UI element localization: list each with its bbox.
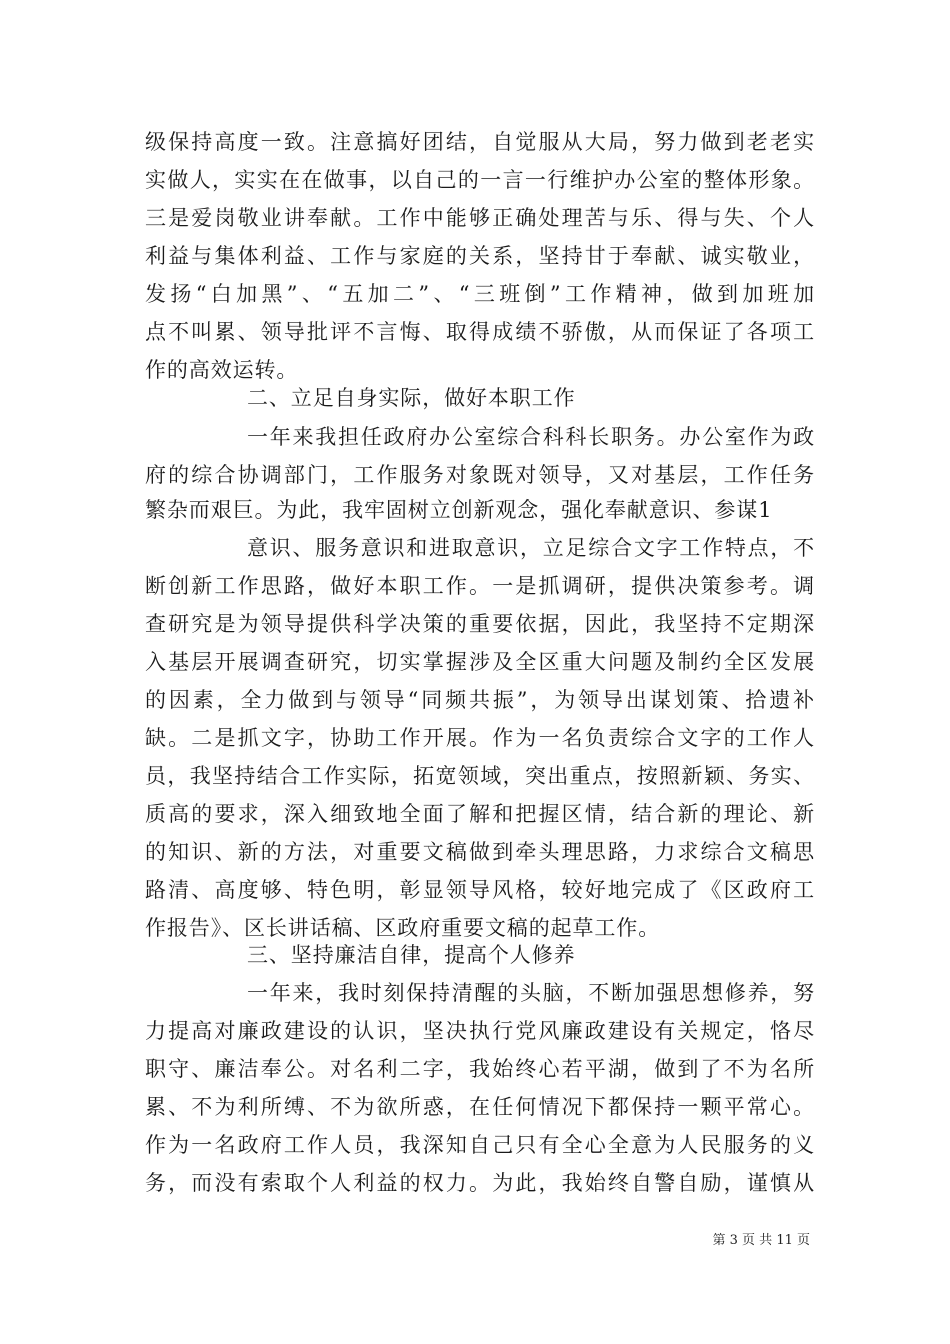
page-number-footer: 第 3 页 共 11 页 bbox=[712, 1233, 810, 1248]
text-line: 一年来，我时刻保持清醒的头脑，不断加强思想修养，努 bbox=[247, 981, 815, 1005]
text-line: 力提高对廉政建设的认识，坚决执行党风廉政建设有关规定，恪尽 bbox=[145, 1019, 815, 1043]
text-line: 意识、服务意识和进取意识，立足综合文字工作特点，不 bbox=[247, 536, 815, 560]
text-line: 点不叫累、领导批评不言悔、取得成绩不骄傲，从而保证了各项工 bbox=[145, 320, 815, 344]
text-line: 务，而没有索取个人利益的权力。为此，我始终自警自励，谨慎从 bbox=[145, 1171, 815, 1195]
text-line: 职守、廉洁奉公。对名利二字，我始终心若平湖，做到了不为名所 bbox=[145, 1057, 815, 1081]
text-line: 断创新工作思路，做好本职工作。一是抓调研，提供决策参考。调 bbox=[145, 574, 815, 598]
text-line: 员，我坚持结合工作实际，拓宽领域，突出重点，按照新颖、务实、 bbox=[145, 764, 815, 788]
text-line: 繁杂而艰巨。为此，我牢固树立创新观念，强化奉献意识、参谋1 bbox=[145, 498, 773, 522]
text-line: 府的综合协调部门，工作服务对象既对领导，又对基层，工作任务 bbox=[145, 463, 815, 487]
text-line: 查研究是为领导提供科学决策的重要依据，因此，我坚持不定期深 bbox=[145, 612, 815, 636]
text-line: 累、不为利所缚、不为欲所惑，在任何情况下都保持一颗平常心。 bbox=[145, 1095, 815, 1119]
text-line: 缺。二是抓文字，协助工作开展。作为一名负责综合文字的工作人 bbox=[145, 726, 815, 750]
text-line: 作的高效运转。 bbox=[145, 358, 299, 382]
text-line: 一年来我担任政府办公室综合科科长职务。办公室作为政 bbox=[247, 425, 815, 449]
text-line: 路清、高度够、特色明，彰显领导风格，较好地完成了《区政府工 bbox=[145, 878, 815, 902]
text-line: 入基层开展调查研究，切实掌握涉及全区重大问题及制约全区发展 bbox=[145, 650, 815, 674]
text-line: 质高的要求，深入细致地全面了解和把握区情，结合新的理论、新 bbox=[145, 802, 815, 826]
text-line: 三是爱岗敬业讲奉献。工作中能够正确处理苦与乐、得与失、个人 bbox=[145, 206, 815, 230]
text-line: 作报告》、区长讲话稿、区政府重要文稿的起草工作。 bbox=[145, 916, 661, 940]
text-line: 发扬“白加黑”、“五加二”、“三班倒”工作精神，做到加班加 bbox=[145, 282, 815, 306]
text-line: 实做人，实实在在做事，以自己的一言一行维护办公室的整体形象。 bbox=[145, 168, 815, 192]
text-line: 的因素，全力做到与领导“同频共振”，为领导出谋划策、拾遗补 bbox=[145, 688, 815, 712]
text-line: 作为一名政府工作人员，我深知自己只有全心全意为人民服务的义 bbox=[145, 1133, 815, 1157]
section-heading: 二、立足自身实际，做好本职工作 bbox=[247, 386, 576, 410]
text-line: 利益与集体利益、工作与家庭的关系，坚持甘于奉献、诚实敬业， bbox=[145, 244, 815, 268]
text-line: 级保持高度一致。注意搞好团结，自觉服从大局，努力做到老老实 bbox=[145, 130, 815, 154]
section-heading: 三、坚持廉洁自律，提高个人修养 bbox=[247, 943, 576, 967]
text-line: 的知识、新的方法，对重要文稿做到牵头理思路，力求综合文稿思 bbox=[145, 840, 815, 864]
